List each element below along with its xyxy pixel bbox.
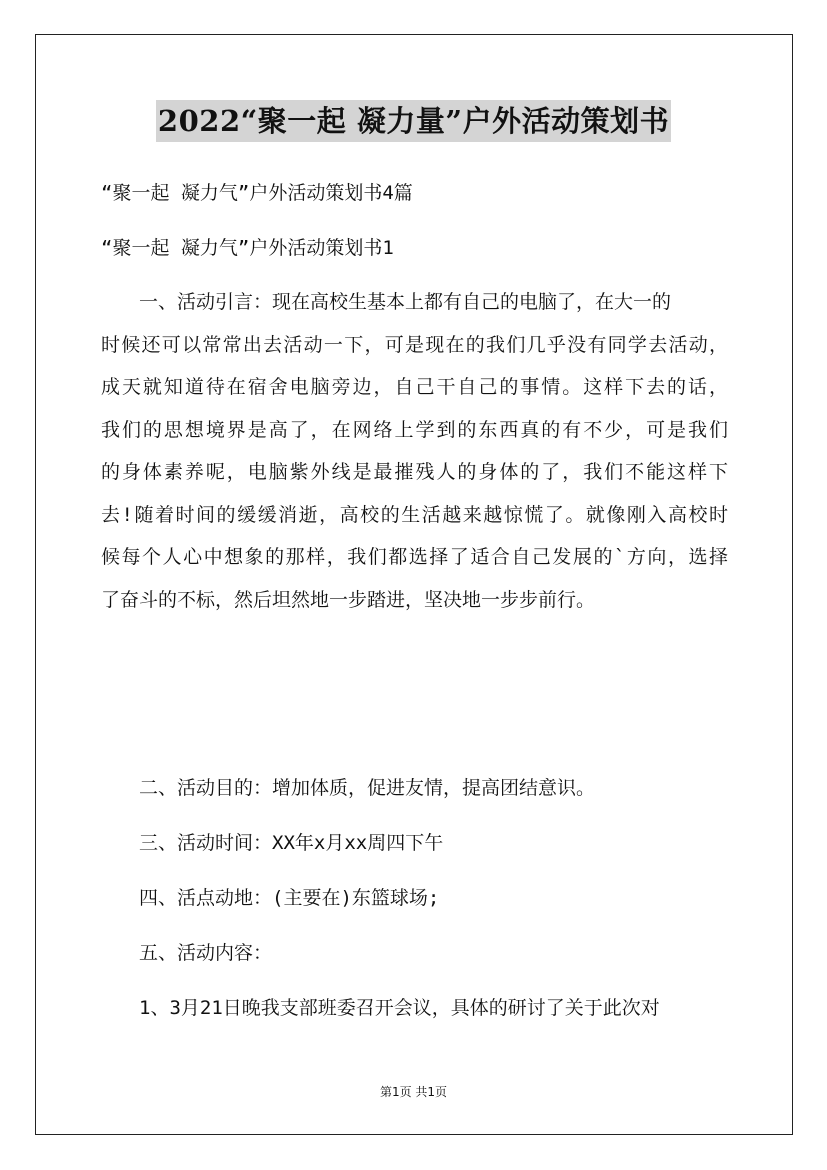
content-item-1: 1、3月21日晚我支部班委召开会议，具体的研讨了关于此次对: [139, 997, 660, 1019]
section-time: 三、活动时间：XX年x月xx周四下午: [139, 832, 444, 854]
paragraph-line: 的身体素养呢，电脑紫外线是最摧残人的身体的了，我们不能这样下: [101, 461, 728, 483]
section-location: 四、活点动地：(主要在)东篮球场;: [139, 887, 440, 909]
subtitle-collection: “聚一起 凝力气”户外活动策划书4篇: [101, 182, 413, 204]
paragraph-line: 时候还可以常常出去活动一下，可是现在的我们几乎没有同学去活动，: [101, 333, 728, 356]
paragraph-line: 我们的思想境界是高了，在网络上学到的东西真的有不少，可是我们: [101, 418, 728, 441]
paragraph-line: 了奋斗的不标，然后坦然地一步踏进，坚决地一步步前行。: [101, 588, 596, 611]
subtitle-part-1: “聚一起 凝力气”户外活动策划书1: [101, 237, 394, 259]
title-container: [0, 100, 827, 142]
paragraph-line: 候每个人心中想象的那样，我们都选择了适合自己发展的`方向，选择: [101, 546, 728, 568]
section-purpose: 二、活动目的：增加体质，促进友情，提高团结意识。: [139, 777, 596, 799]
paragraph-line: 一、活动引言：现在高校生基本上都有自己的电脑了，在大一的: [139, 291, 672, 313]
paragraph-line: 去!随着时间的缓缓消逝，高校的生活越来越惊慌了。就像刚入高校时: [101, 503, 728, 526]
paragraph-line: 成天就知道待在宿舍电脑旁边，自己干自己的事情。这样下去的话，: [101, 376, 728, 398]
page-number-footer: 第1页 共1页: [379, 1085, 448, 1099]
document-title: 2022“聚一起 凝力量”户外活动策划书: [156, 100, 671, 142]
intro-paragraph: [101, 281, 728, 621]
section-content-heading: 五、活动内容：: [139, 942, 273, 964]
